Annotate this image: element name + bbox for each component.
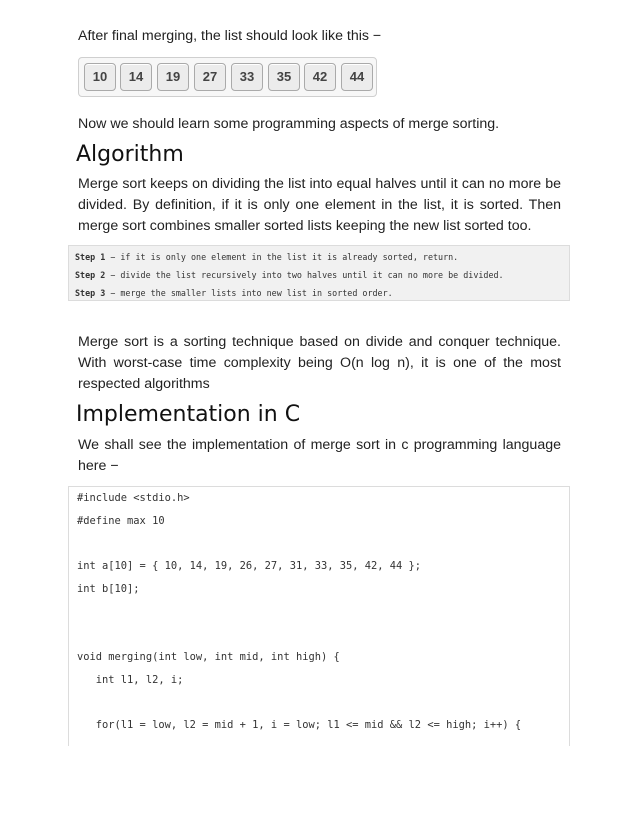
algorithm-text: Merge sort keeps on dividing the list into equal halves until it can no more be divided. By definition, if it is only one element in the list, it is sorted. Then merge sort combines smaller sorted lists keeping the new list sorted too. [78, 176, 561, 234]
list-item: 33 [231, 63, 263, 91]
code-line: int l1, l2, i; [77, 674, 184, 686]
code-line: for(l1 = low, l2 = mid + 1, i = low; l1 <= mid && l2 <= high; i++) { [77, 719, 522, 731]
step-label: Step 2 [75, 270, 106, 280]
steps-box [68, 245, 570, 301]
code-line: int a[10] = { 10, 14, 19, 26, 27, 31, 33, 35, 42, 44 }; [77, 560, 422, 572]
code-line: int b[10]; [77, 583, 140, 595]
step-text: − divide the list recursively into two halves until it can no more be divided. [105, 270, 504, 280]
step-row [75, 270, 504, 280]
list-item: 27 [194, 63, 226, 91]
learn-text: Now we should learn some programming aspects of merge sorting. [78, 116, 500, 132]
implementation-text: We shall see the implementation of merge sort in c programming language here − [78, 437, 561, 474]
list-item: 44 [341, 63, 373, 91]
step-label: Step 1 [75, 252, 106, 262]
technique-text: Merge sort is a sorting technique based on divide and conquer technique. With worst-case time complexity being O(n log n), it is one of the most respected algorithms [78, 334, 561, 392]
list-item: 35 [268, 63, 300, 91]
code-line: void merging(int low, int mid, int high) { [77, 651, 340, 663]
implementation-heading: Implementation in C [76, 402, 301, 427]
list-item: 19 [157, 63, 189, 91]
code-block [68, 486, 570, 746]
list-item: 14 [120, 63, 152, 91]
intro-text: After final merging, the list should look like this − [78, 28, 382, 44]
code-line: #define max 10 [77, 515, 165, 527]
step-text: − merge the smaller lists into new list in sorted order. [105, 288, 393, 298]
sorted-list [78, 57, 377, 97]
list-item: 10 [84, 63, 116, 91]
list-item: 42 [304, 63, 336, 91]
step-row [75, 288, 393, 298]
step-row [75, 252, 458, 262]
step-text: − if it is only one element in the list it is already sorted, return. [105, 252, 459, 262]
algorithm-heading: Algorithm [76, 142, 184, 167]
code-line: #include <stdio.h> [77, 492, 190, 504]
step-label: Step 3 [75, 288, 106, 298]
